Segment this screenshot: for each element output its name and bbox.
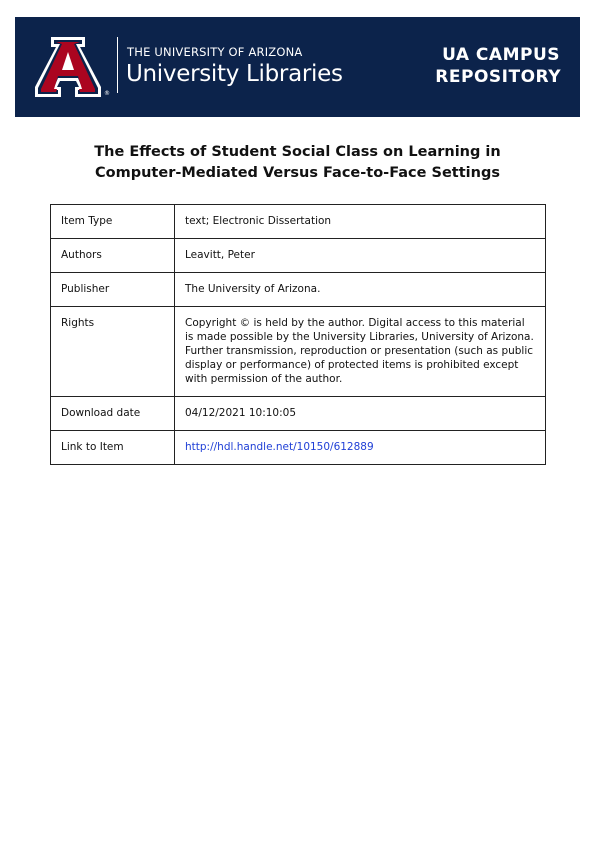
table-row <box>51 431 546 465</box>
item-type-value: text; Electronic Dissertation <box>175 205 546 239</box>
table-row <box>51 273 546 307</box>
document-title <box>40 142 555 184</box>
libraries-name: University Libraries <box>126 61 343 87</box>
download-date-value: 04/12/2021 10:10:05 <box>175 397 546 431</box>
repository-name-line2: REPOSITORY <box>435 67 561 87</box>
publisher-label: Publisher <box>51 273 175 307</box>
authors-value: Leavitt, Peter <box>175 239 546 273</box>
link-to-item-cell <box>175 431 546 465</box>
table-row <box>51 397 546 431</box>
document-title-line1: The Effects of Student Social Class on Learning in <box>94 144 501 160</box>
institution-name: THE UNIVERSITY OF ARIZONA <box>127 45 303 59</box>
item-type-label: Item Type <box>51 205 175 239</box>
table-row <box>51 205 546 239</box>
university-of-arizona-a-logo-icon <box>35 37 101 97</box>
authors-label: Authors <box>51 239 175 273</box>
download-date-label: Download date <box>51 397 175 431</box>
metadata-table <box>50 204 546 465</box>
rights-label: Rights <box>51 307 175 397</box>
banner-divider <box>117 37 118 93</box>
table-row <box>51 307 546 397</box>
item-handle-link[interactable]: http://hdl.handle.net/10150/612889 <box>185 441 374 453</box>
repository-banner <box>15 17 580 117</box>
rights-value: Copyright © is held by the author. Digital access to this material is made possible by the University Libraries, University of Arizona. Further transmission, reproduction or presentation (such as public display or performance) of protected items is prohibited except with permission of the author. <box>175 307 546 397</box>
document-title-line2: Computer-Mediated Versus Face-to-Face Settings <box>95 165 500 181</box>
trademark-symbol: ® <box>104 90 110 97</box>
publisher-value: The University of Arizona. <box>175 273 546 307</box>
table-row <box>51 239 546 273</box>
link-to-item-label: Link to Item <box>51 431 175 465</box>
repository-name-line1: UA CAMPUS <box>442 45 560 65</box>
